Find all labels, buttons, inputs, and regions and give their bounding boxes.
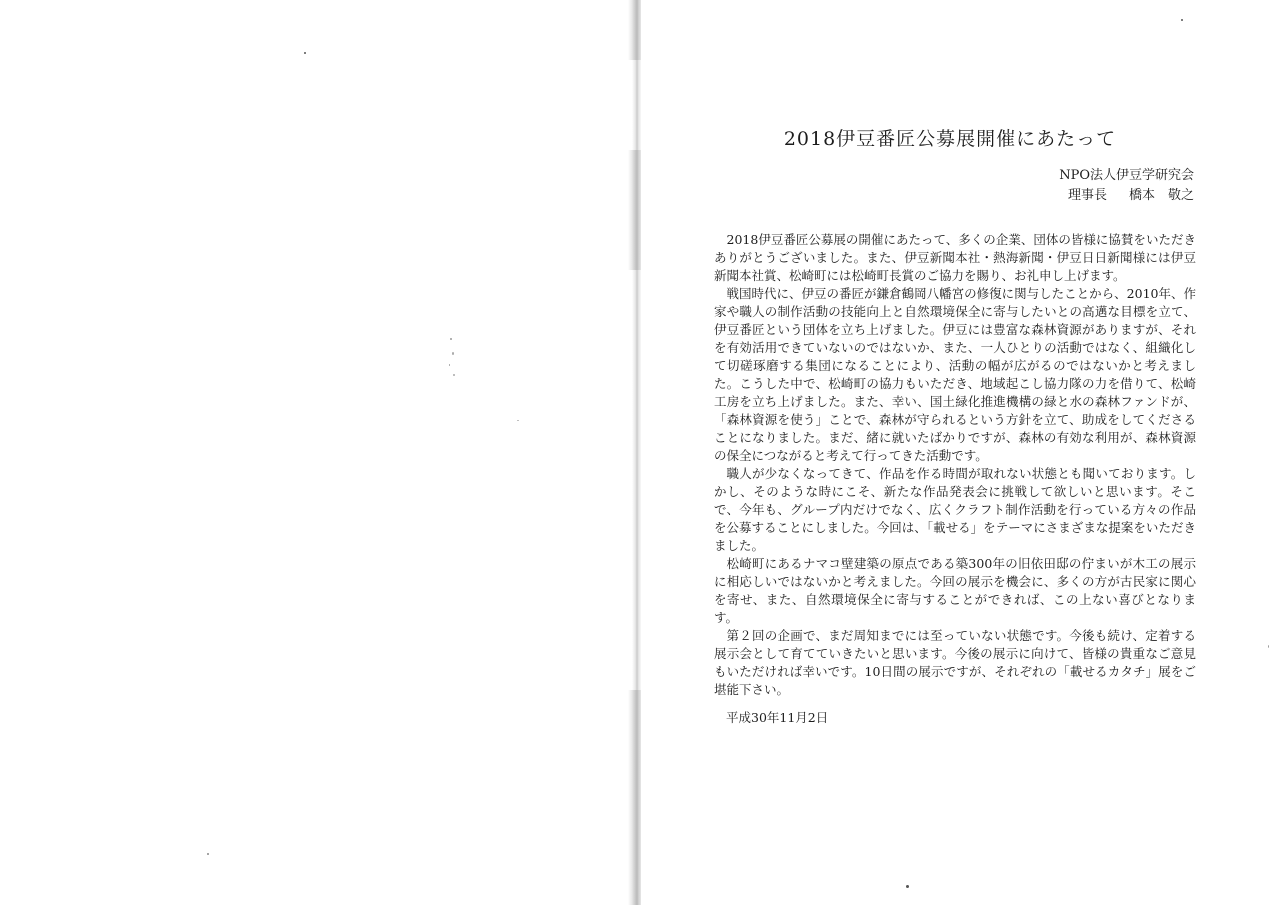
author-name: 橋本 敬之 xyxy=(1128,188,1194,203)
author-role: 理事長 xyxy=(1067,188,1107,203)
scan-speck xyxy=(453,374,455,376)
scan-speck xyxy=(207,853,209,855)
author-block xyxy=(900,166,1194,206)
scan-speck xyxy=(517,420,519,421)
body-paragraph: 2018伊豆番匠公募展の開催にあたって、多くの企業、団体の皆様に協賛をいただきありがとうございました。また、伊豆新聞本社・熱海新聞・伊豆日日新聞様には伊豆新聞本社賞、松崎町には松崎町長賞のご協力を賜り、お礼申し上げます。 xyxy=(714,232,1196,283)
body-paragraph: 戦国時代に、伊豆の番匠が鎌倉鶴岡八幡宮の修復に関与したことから、2010年、作家や職人の制作活動の技能向上と自然環境保全に寄与したいとの高邁な目標を立て、伊豆番匠という団体を立ち上げました。伊豆には豊富な森林資源がありますが、それを有効活用できていないのではないか、また、一人ひとりの活動ではなく、組織化して切磋琢磨する集団になることにより、活動の幅が広がるのではないかと考えました。こうした中で、松崎町の協力もいただき、地域起こし協力隊の力を借りて、松崎工房を立ち上げました。また、幸い、国土緑化推進機構の緑と水の森林ファンドが、「森林資源を使う」ことで、森林が守られるという方針を立て、助成をしてくださることになりました。まだ、緒に就いたばかりですが、森林の有効な利用が、森林資源の保全につながると考えて行ってきた活動です。 xyxy=(714,286,1196,463)
body-paragraph: 職人が少なくなってきて、作品を作る時間が取れない状態とも聞いております。しかし、そのような時にこそ、新たな作品発表会に挑戦して欲しいと思います。そこで、今年も、グループ内だけでなく、広くクラフト制作活動を行っている方々の作品を公募することにしました。今回は、「載せる」をテーマにさまざまな提案をいただきました。 xyxy=(714,466,1196,553)
document-title: 2018伊豆番匠公募展開催にあたって xyxy=(783,128,1117,150)
scan-speck xyxy=(452,352,454,355)
scan-speck xyxy=(449,364,450,366)
body-paragraph: 第２回の企画で、まだ周知までには至っていない状態です。今後も続け、定着する展示会として育てていきたいと思います。今後の展示に向けて、皆様の貴重なご意見もいただければ幸いです。10日間の展示ですが、それぞれの「載せるカタチ」展をご堪能下さい。 xyxy=(714,628,1196,697)
scan-speck xyxy=(1268,645,1269,648)
author-organization: NPO法人伊豆学研究会 xyxy=(1059,168,1194,183)
author-name-row xyxy=(900,186,1194,206)
document-date: 平成30年11月2日 xyxy=(726,710,829,725)
body-paragraph: 松崎町にあるナマコ壁建築の原点である築300年の旧依田邸の佇まいが木工の展示に相応しいではないかと考えました。今回の展示を機会に、多くの方が古民家に関心を寄せ、また、自然環境保全に寄与することができれば、この上ない喜びとなります。 xyxy=(714,556,1196,625)
left-page-blank xyxy=(0,0,635,905)
body-text xyxy=(714,231,1196,699)
scan-speck xyxy=(906,885,909,888)
scan-speck xyxy=(1181,19,1183,21)
scan-speck xyxy=(304,52,306,54)
scan-speck xyxy=(450,338,452,340)
